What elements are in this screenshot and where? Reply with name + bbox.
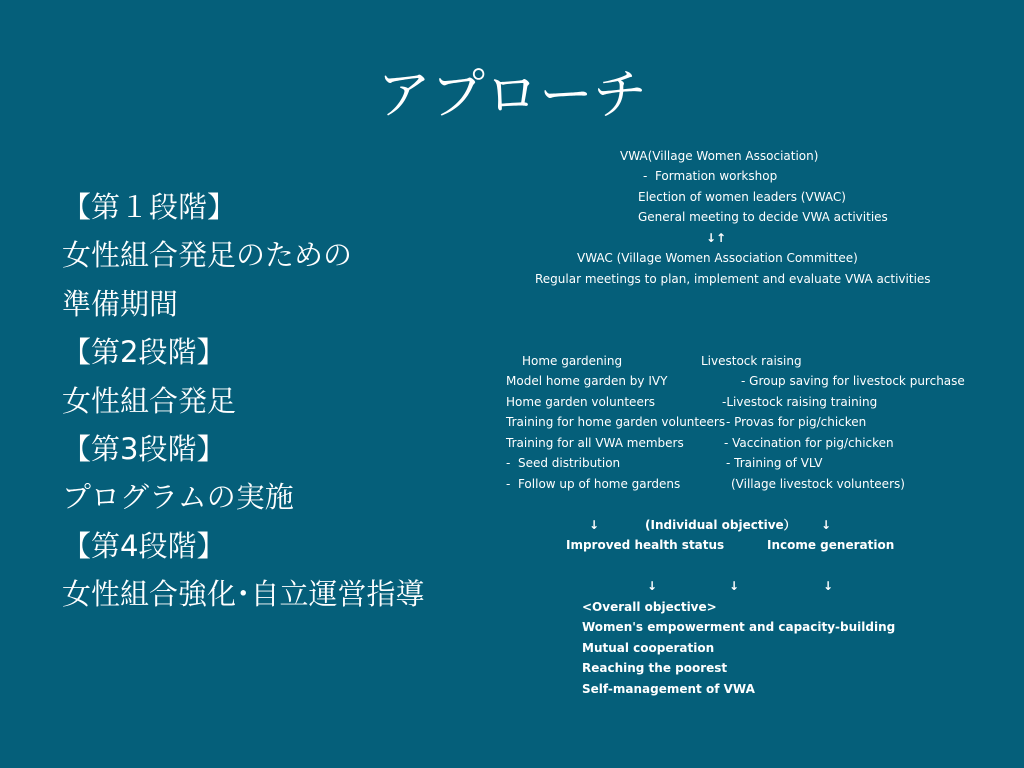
home-gardening-item: - Follow up of home gardens bbox=[506, 477, 681, 491]
livestock-item: - Group saving for livestock purchase bbox=[741, 374, 965, 388]
stage-3-text: プログラムの実施 bbox=[62, 480, 294, 515]
down-arrow-icon: ↓ bbox=[821, 518, 832, 532]
stage-2-text: 女性組合発足 bbox=[62, 383, 237, 418]
overall-objective-item: Self-management of VWA bbox=[582, 682, 755, 696]
livestock-item: -Livestock raising training bbox=[722, 395, 878, 409]
down-arrow-icon: ↓ bbox=[589, 518, 600, 532]
home-gardening-item: Training for home garden volunteers bbox=[506, 415, 726, 429]
vwa-item-formation: - Formation workshop bbox=[643, 169, 778, 183]
home-gardening-item: - Seed distribution bbox=[506, 456, 621, 470]
stage-1-text-line-2: 準備期間 bbox=[62, 286, 179, 321]
stage-1-heading: 【第１段階】 bbox=[62, 190, 237, 224]
home-gardening-item: Training for all VWA members bbox=[506, 436, 684, 450]
vwa-name: VWA(Village Women Association) bbox=[620, 149, 819, 163]
stage-list bbox=[62, 183, 502, 619]
down-arrow-icon: ↓ bbox=[823, 579, 834, 593]
stage-1-text-line-1: 女性組合発足のための bbox=[62, 238, 353, 273]
stage-4-heading: 【第4段階】 bbox=[62, 528, 226, 563]
vwa-item-election: Election of women leaders (VWAC) bbox=[638, 190, 846, 204]
income-outcome: Income generation bbox=[767, 538, 895, 552]
up-down-arrow-icon: ↓↑ bbox=[706, 231, 727, 245]
down-arrow-icon: ↓ bbox=[729, 579, 740, 593]
livestock-header: Livestock raising bbox=[701, 354, 802, 368]
vwac-name: VWAC (Village Women Association Committee) bbox=[577, 251, 858, 265]
overall-objective-item: Women's empowerment and capacity-building bbox=[582, 620, 896, 634]
health-outcome: Improved health status bbox=[566, 538, 725, 552]
home-gardening-item: Home garden volunteers bbox=[506, 395, 656, 409]
overall-objective-item: Reaching the poorest bbox=[582, 661, 728, 675]
vwa-item-general-meeting: General meeting to decide VWA activities bbox=[638, 210, 888, 224]
livestock-item: (Village livestock volunteers) bbox=[731, 477, 905, 491]
livestock-item: - Training of VLV bbox=[726, 456, 823, 470]
individual-objective-label: (Individual objective） bbox=[645, 518, 796, 532]
overall-objective-header: <Overall objective> bbox=[582, 600, 717, 614]
livestock-item: - Vaccination for pig/chicken bbox=[724, 436, 894, 450]
vwac-meetings: Regular meetings to plan, implement and evaluate VWA activities bbox=[535, 272, 931, 286]
stage-4-text: 女性組合強化･自立運営指導 bbox=[62, 577, 425, 612]
overall-objective-item: Mutual cooperation bbox=[582, 641, 715, 655]
stage-3-heading: 【第3段階】 bbox=[62, 431, 226, 466]
home-gardening-item: Model home garden by IVY bbox=[506, 374, 668, 388]
livestock-item: - Provas for pig/chicken bbox=[726, 415, 867, 429]
page-title: アプローチ bbox=[377, 63, 647, 126]
home-gardening-header: Home gardening bbox=[522, 354, 623, 368]
stage-2-heading: 【第2段階】 bbox=[62, 335, 226, 370]
down-arrow-icon: ↓ bbox=[647, 579, 658, 593]
